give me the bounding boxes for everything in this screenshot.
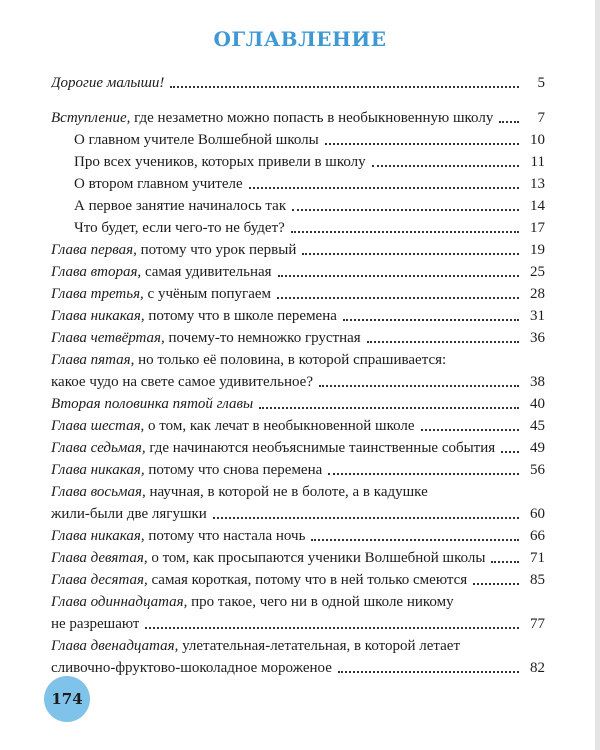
toc-entry-title xyxy=(51,439,495,457)
toc-entry-page: 11 xyxy=(530,154,545,170)
toc-entry-line xyxy=(51,655,545,677)
toc-entry-text: с учёным попугаем xyxy=(143,286,272,302)
toc-entry[interactable] xyxy=(51,567,545,589)
toc-entry-lead: Глава шестая, xyxy=(51,418,145,434)
toc-entry-title xyxy=(51,329,361,347)
toc-entry-text: Что будет, если чего-то не будет? xyxy=(74,220,285,236)
toc-entry-lead: Глава первая, xyxy=(51,242,137,258)
toc-entry-page: 5 xyxy=(537,75,545,91)
toc-entry[interactable] xyxy=(51,347,545,391)
toc-entry-line xyxy=(51,589,545,611)
toc-entry-page: 85 xyxy=(530,572,545,588)
toc-entry[interactable] xyxy=(51,215,545,237)
toc-entry[interactable] xyxy=(51,633,545,677)
toc-entry[interactable] xyxy=(51,391,545,413)
toc-entry-title xyxy=(74,175,243,193)
toc-entry-lead: Глава никакая, xyxy=(51,462,145,478)
toc-entry[interactable] xyxy=(51,325,545,347)
toc-entry-title xyxy=(51,351,446,369)
toc-entry-line xyxy=(51,501,545,523)
toc-entry-text: О втором главном учителе xyxy=(74,176,243,192)
toc-entry-page: 25 xyxy=(530,264,545,280)
toc-entry-title xyxy=(51,417,415,435)
toc-entry[interactable] xyxy=(51,413,545,435)
toc-entry-page: 36 xyxy=(530,330,545,346)
toc-leader-dots xyxy=(145,627,519,629)
toc-entry-continuation: жили-были две лягушки xyxy=(51,506,207,522)
toc-leader-dots xyxy=(325,143,519,145)
toc-entry-title xyxy=(74,131,319,149)
toc-entry-line xyxy=(51,545,545,567)
toc-entry[interactable] xyxy=(51,545,545,567)
toc-entry-title xyxy=(51,637,460,655)
toc-entry-line xyxy=(51,149,545,171)
toc-entry-title xyxy=(51,483,428,501)
toc-leader-dots xyxy=(343,319,519,321)
toc-entry-line xyxy=(51,215,545,237)
toc-leader-dots xyxy=(259,407,519,409)
toc-entry-lead: Вступление, xyxy=(51,110,131,126)
table-of-contents xyxy=(51,70,545,677)
toc-entry-continuation: какое чудо на свете самое удивительное? xyxy=(51,374,313,390)
toc-entry-page: 60 xyxy=(530,506,545,522)
toc-entry-lead: Глава десятая, xyxy=(51,572,148,588)
toc-entry-line xyxy=(51,105,545,127)
toc-entry-line xyxy=(51,70,545,92)
toc-entry-line xyxy=(51,259,545,281)
toc-entry-text: потому что настала ночь xyxy=(144,528,306,544)
toc-entry-lead: Глава восьмая, xyxy=(51,484,146,500)
toc-entry[interactable] xyxy=(51,171,545,193)
toc-entry-line xyxy=(51,193,545,215)
toc-entry[interactable] xyxy=(51,259,545,281)
toc-entry-line xyxy=(51,281,545,303)
toc-entry-title xyxy=(51,461,322,479)
toc-entry-title xyxy=(51,285,271,303)
toc-leader-dots xyxy=(291,231,519,233)
toc-entry-line xyxy=(51,127,545,149)
toc-entry-line xyxy=(51,237,545,259)
toc-entry-page: 31 xyxy=(530,308,545,324)
toc-entry-lead: Глава девятая, xyxy=(51,550,148,566)
toc-entry-page: 17 xyxy=(530,220,545,236)
toc-entry-text: о том, как просыпаются ученики Волшебной школы xyxy=(147,550,486,566)
toc-entry[interactable] xyxy=(51,237,545,259)
toc-leader-dots xyxy=(302,253,519,255)
toc-entry-text: самая удивительная xyxy=(141,264,272,280)
toc-entry-text: самая короткая, потому что в ней только смеются xyxy=(147,572,468,588)
toc-entry-continuation: не разрешают xyxy=(51,616,140,632)
toc-entry-line xyxy=(51,457,545,479)
toc-entry-lead: Глава четвёртая, xyxy=(51,330,165,346)
toc-entry-line xyxy=(51,435,545,457)
toc-entry-page: 13 xyxy=(530,176,545,192)
toc-entry[interactable] xyxy=(51,281,545,303)
toc-entry-text: научная, в которой не в болоте, а в кадушке xyxy=(145,484,428,500)
toc-entry[interactable] xyxy=(51,149,545,171)
toc-entry-lead: Глава седьмая, xyxy=(51,440,146,456)
toc-entry-line xyxy=(51,303,545,325)
toc-leader-dots xyxy=(499,121,519,123)
toc-entry[interactable] xyxy=(51,457,545,479)
toc-entry-text: про такое, чего ни в одной школе никому xyxy=(187,594,454,610)
toc-entry-line xyxy=(51,479,545,501)
toc-entry-line xyxy=(51,369,545,391)
toc-leader-dots xyxy=(311,539,519,541)
toc-entry[interactable] xyxy=(51,523,545,545)
toc-entry-page: 66 xyxy=(530,528,545,544)
toc-entry-title xyxy=(51,527,305,545)
toc-entry-title xyxy=(74,219,285,237)
toc-entry-continuation: сливочно-фруктово-шоколадное мороженое xyxy=(51,660,332,676)
toc-entry[interactable] xyxy=(51,193,545,215)
toc-entry-lead: Глава одиннадцатая, xyxy=(51,594,188,610)
toc-leader-dots xyxy=(278,275,519,277)
toc-entry-page: 38 xyxy=(530,374,545,390)
toc-entry-lead: Глава вторая, xyxy=(51,264,142,280)
toc-entry-title xyxy=(51,307,337,325)
toc-entry-text: Про всех учеников, которых привели в школу xyxy=(74,154,366,170)
toc-entry-line xyxy=(51,523,545,545)
toc-entry-title xyxy=(51,109,493,127)
toc-entry-text: где незаметно можно попасть в необыкновенную школу xyxy=(130,110,494,126)
toc-entry-title xyxy=(51,263,272,281)
toc-entry[interactable] xyxy=(51,127,545,149)
toc-leader-dots xyxy=(473,583,519,585)
toc-leader-dots xyxy=(249,187,519,189)
toc-entry-page: 56 xyxy=(530,462,545,478)
toc-entry-text: но только её половина, в которой спрашивается: xyxy=(134,352,447,368)
toc-entry-text: где начинаются необъяснимые таинственные события xyxy=(145,440,496,456)
toc-entry-lead: Глава никакая, xyxy=(51,528,145,544)
toc-leader-dots xyxy=(367,341,519,343)
toc-entry-page: 7 xyxy=(537,110,545,126)
toc-leader-dots xyxy=(421,429,519,431)
toc-leader-dots xyxy=(213,517,519,519)
toc-entry-line xyxy=(51,171,545,193)
toc-entry-page: 19 xyxy=(530,242,545,258)
toc-entry-lead: Дорогие малыши! xyxy=(51,75,165,91)
toc-entry-line xyxy=(51,391,545,413)
toc-entry[interactable] xyxy=(51,435,545,457)
toc-entry-text: А первое занятие начиналось так xyxy=(74,198,287,214)
toc-entry-line xyxy=(51,611,545,633)
page-edge-shadow xyxy=(595,0,600,750)
toc-leader-dots xyxy=(501,451,519,453)
page-title: ОГЛАВЛЕНИЕ xyxy=(213,27,387,51)
toc-leader-dots xyxy=(338,671,519,673)
toc-entry-text: потому что урок первый xyxy=(136,242,297,258)
toc-entry-page: 28 xyxy=(530,286,545,302)
toc-entry-title xyxy=(51,549,485,567)
toc-entry-lead: Глава третья, xyxy=(51,286,144,302)
toc-entry[interactable] xyxy=(51,303,545,325)
toc-entry[interactable] xyxy=(51,105,545,127)
toc-entry-page: 82 xyxy=(530,660,545,676)
toc-entry[interactable] xyxy=(51,479,545,523)
toc-entry-lead: Глава двенадцатая, xyxy=(51,638,179,654)
toc-entry-line xyxy=(51,413,545,435)
toc-entry-title xyxy=(74,153,366,171)
toc-entry-title xyxy=(51,241,296,259)
toc-leader-dots xyxy=(372,165,519,167)
page-number-badge: 174 xyxy=(44,676,90,722)
toc-entry-title xyxy=(51,571,467,589)
toc-entry-text: о том, как лечат в необыкновенной школе xyxy=(144,418,415,434)
toc-entry-line xyxy=(51,567,545,589)
toc-entry-line xyxy=(51,325,545,347)
toc-entry-page: 10 xyxy=(530,132,545,148)
toc-entry-lead: Вторая половинка пятой главы xyxy=(51,396,254,412)
toc-entry-text: О главном учителе Волшебной школы xyxy=(74,132,319,148)
toc-leader-dots xyxy=(319,385,519,387)
toc-entry-page: 49 xyxy=(530,440,545,456)
toc-entry-lead: Глава никакая, xyxy=(51,308,145,324)
toc-entry-text: почему-то немножко грустная xyxy=(164,330,361,346)
toc-entry-title xyxy=(51,74,164,92)
toc-leader-dots xyxy=(277,297,519,299)
toc-entry-page: 40 xyxy=(530,396,545,412)
toc-entry-page: 71 xyxy=(530,550,545,566)
toc-entry-text: потому что в школе перемена xyxy=(144,308,337,324)
toc-entry-line xyxy=(51,633,545,655)
toc-leader-dots xyxy=(170,86,519,88)
toc-leader-dots xyxy=(491,561,519,563)
toc-entry-page: 14 xyxy=(530,198,545,214)
toc-entry-text: улетательная-летательная, в которой летает xyxy=(178,638,461,654)
toc-entry[interactable] xyxy=(51,589,545,633)
toc-entry-line xyxy=(51,347,545,369)
toc-entry-title xyxy=(51,395,253,413)
toc-entry-title xyxy=(74,197,286,215)
toc-leader-dots xyxy=(292,209,519,211)
toc-leader-dots xyxy=(328,473,519,475)
toc-entry-page: 45 xyxy=(530,418,545,434)
toc-entry-text: потому что снова перемена xyxy=(144,462,323,478)
toc-entry-page: 77 xyxy=(530,616,545,632)
toc-entry[interactable] xyxy=(51,70,545,92)
toc-entry-title xyxy=(51,593,454,611)
toc-entry-lead: Глава пятая, xyxy=(51,352,135,368)
